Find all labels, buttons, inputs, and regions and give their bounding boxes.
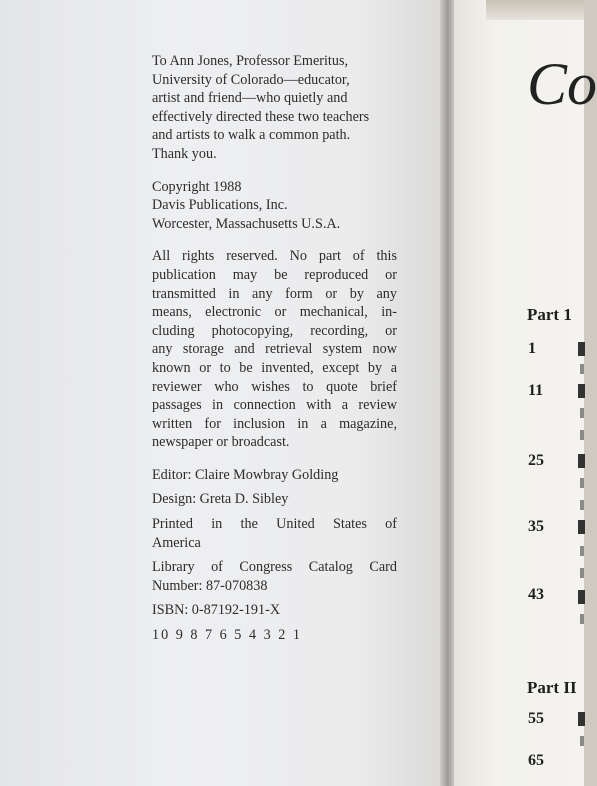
library-line: Library of Congress Catalog Card bbox=[152, 559, 397, 576]
book-gutter bbox=[440, 0, 454, 786]
rights-line: newspaper or broadcast. bbox=[152, 434, 290, 451]
dedication-line: To Ann Jones, Professor Emeritus, bbox=[152, 53, 349, 69]
editor-line: Editor: Claire Mowbray Golding bbox=[152, 466, 339, 483]
rights-line: written for inclusion in a magazine, bbox=[152, 415, 397, 432]
toc-entry-fragment bbox=[578, 590, 585, 604]
design-line: Design: Greta D. Sibley bbox=[152, 491, 289, 508]
toc-entry-fragment bbox=[580, 430, 584, 440]
dedication-line: University of Colorado—educator, bbox=[152, 71, 350, 88]
part-label: Part 1 bbox=[527, 305, 572, 324]
printed-line: Printed in the United States of bbox=[152, 516, 397, 533]
rights-line: All rights reserved. No part of this bbox=[152, 248, 397, 265]
toc-page-number: 25 bbox=[528, 452, 544, 469]
toc-entry-fragment bbox=[578, 454, 585, 468]
toc-page-number: 55 bbox=[528, 710, 544, 727]
copyright-page-text bbox=[152, 52, 397, 651]
toc-entry-fragment bbox=[580, 364, 584, 374]
library-credit bbox=[152, 558, 397, 595]
toc-page-number: 35 bbox=[528, 518, 544, 535]
rights-paragraph bbox=[152, 247, 397, 452]
printed-credit bbox=[152, 515, 397, 552]
dedication-paragraph bbox=[152, 52, 397, 164]
rights-line: transmitted in any form or by any bbox=[152, 285, 397, 302]
toc-entry-fragment bbox=[578, 384, 585, 398]
right-page bbox=[454, 0, 584, 786]
toc-entry-fragment bbox=[578, 342, 585, 356]
print-number-text: 10 9 8 7 6 5 4 3 2 1 bbox=[152, 627, 302, 644]
copyright-line: Copyright 1988 bbox=[152, 178, 242, 195]
toc-entry-fragment bbox=[580, 546, 584, 556]
toc-entry-fragment bbox=[580, 408, 584, 418]
part-label: Part II bbox=[527, 678, 577, 697]
dedication-line: artist and friend—who quietly and bbox=[152, 90, 348, 107]
toc-entry-fragment bbox=[580, 478, 584, 488]
toc-page-number: 11 bbox=[528, 382, 544, 399]
printed-line: America bbox=[152, 534, 201, 551]
publisher-line: Davis Publications, Inc. bbox=[152, 197, 288, 214]
rights-line: passages in connection with a review bbox=[152, 397, 397, 414]
copyright-block bbox=[152, 178, 397, 234]
toc-entry-fragment bbox=[578, 712, 585, 726]
dedication-line: and artists to walk a common path. bbox=[152, 127, 351, 144]
toc-entry-fragment bbox=[580, 614, 584, 624]
toc-page-number: 43 bbox=[528, 586, 544, 603]
toc-page-number: 1 bbox=[528, 340, 536, 357]
rights-line: reviewer who wishes to quote brief bbox=[152, 378, 397, 395]
rights-line: means, electronic or mechanical, in- bbox=[152, 304, 397, 321]
dedication-line: effectively directed these two teachers bbox=[152, 108, 370, 125]
isbn-credit bbox=[152, 601, 397, 620]
design-credit bbox=[152, 490, 397, 509]
library-line: Number: 87-070838 bbox=[152, 577, 268, 594]
editor-credit bbox=[152, 466, 397, 485]
toc-entry-fragment bbox=[580, 736, 584, 746]
toc-entry-fragment bbox=[580, 500, 584, 510]
background-corner bbox=[486, 0, 584, 20]
dedication-line: Thank you. bbox=[152, 145, 217, 162]
contents-title: Co bbox=[527, 51, 597, 117]
location-line: Worcester, Massachusetts U.S.A. bbox=[152, 215, 341, 232]
toc-page-number: 65 bbox=[528, 752, 544, 769]
rights-line: any storage and retrieval system now bbox=[152, 341, 397, 358]
rights-line: cluding photocopying, recording, or bbox=[152, 322, 397, 339]
print-number-line bbox=[152, 626, 397, 645]
toc-entry-fragment bbox=[580, 568, 584, 578]
rights-line: publication may be reproduced or bbox=[152, 266, 397, 283]
rights-line: known or to be invented, except by a bbox=[152, 359, 397, 376]
toc-entry-fragment bbox=[578, 520, 585, 534]
isbn-line: ISBN: 0-87192-191-X bbox=[152, 602, 281, 619]
